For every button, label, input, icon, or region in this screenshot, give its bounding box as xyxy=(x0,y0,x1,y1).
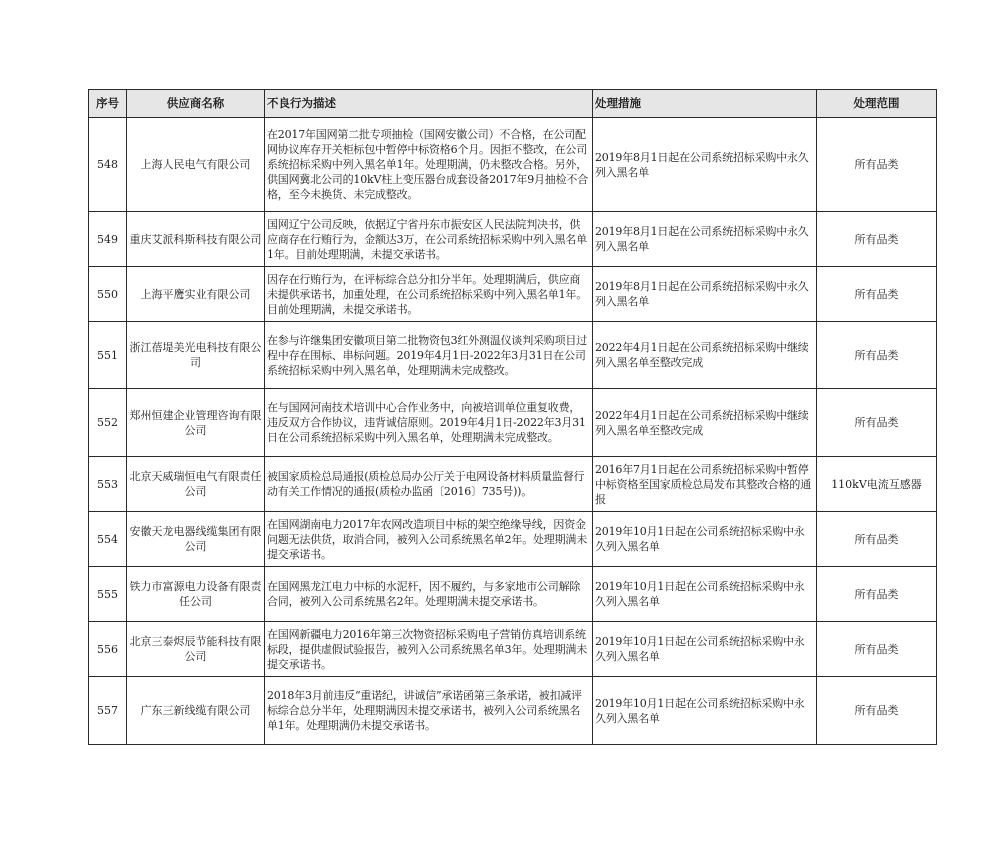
row-behavior: 被国家质检总局通报(质检总局办公厅关于电网设备材料质量监督行动有关工作情况的通报(质检办监函〔2016〕735号))。 xyxy=(265,457,593,512)
row-behavior: 在与国网河南技术培训中心合作业务中，向被培训单位重复收费，违反双方合作协议，违背诚信原则。2019年4月1日-2022年3月31日在公司系统招标采购中列入黑名单，处理期满未完成整改。 xyxy=(265,389,593,457)
header-behavior: 不良行为描述 xyxy=(265,90,593,118)
row-supplier: 重庆艾派科斯科技有限公司 xyxy=(127,212,265,267)
table-row xyxy=(89,457,937,512)
header-measure: 处理措施 xyxy=(593,90,817,118)
row-supplier: 上海人民电气有限公司 xyxy=(127,118,265,212)
row-behavior: 在国网湖南电力2017年农网改造项目中标的架空绝缘导线，因资金问题无法供货，取消合同，被列入公司系统黑名单2年。处理期满未提交承诺书。 xyxy=(265,512,593,567)
row-no: 549 xyxy=(89,212,127,267)
row-measure: 2019年8月1日起在公司系统招标采购中永久列入黑名单 xyxy=(593,118,817,212)
supplier-blacklist-table xyxy=(88,89,937,745)
row-behavior: 在2017年国网第二批专项抽检（国网安徽公司）不合格，在公司配网协议库存开关柜标包中暂停中标资格6个月。因拒不整改，在公司系统招标采购中列入黑名单1年。处理期满，仍未整改合格。另外，供国网冀北公司的10kV柱上变压器台成套设备2017年9月抽检不合格，至今未换货、未完成整改。 xyxy=(265,118,593,212)
header-no: 序号 xyxy=(89,90,127,118)
table-row xyxy=(89,567,937,622)
row-measure: 2019年10月1日起在公司系统招标采购中永久列入黑名单 xyxy=(593,567,817,622)
table-header-row xyxy=(89,90,937,118)
row-supplier: 浙江蓓堤美光电科技有限公司 xyxy=(127,322,265,389)
row-scope: 所有品类 xyxy=(817,322,937,389)
table-row xyxy=(89,322,937,389)
row-scope: 所有品类 xyxy=(817,622,937,677)
row-no: 551 xyxy=(89,322,127,389)
row-scope: 所有品类 xyxy=(817,389,937,457)
row-measure: 2016年7月1日起在公司系统招标采购中暂停中标资格至国家质检总局发布其整改合格的通报 xyxy=(593,457,817,512)
row-scope: 所有品类 xyxy=(817,677,937,745)
row-no: 550 xyxy=(89,267,127,322)
row-scope: 所有品类 xyxy=(817,118,937,212)
row-no: 552 xyxy=(89,389,127,457)
row-supplier: 北京三泰烬辰节能科技有限公司 xyxy=(127,622,265,677)
row-measure: 2022年4月1日起在公司系统招标采购中继续列入黑名单至整改完成 xyxy=(593,389,817,457)
row-measure: 2019年10月1日起在公司系统招标采购中永久列入黑名单 xyxy=(593,512,817,567)
row-scope: 所有品类 xyxy=(817,512,937,567)
row-supplier: 铁力市富源电力设备有限责任公司 xyxy=(127,567,265,622)
row-measure: 2019年10月1日起在公司系统招标采购中永久列入黑名单 xyxy=(593,622,817,677)
row-measure: 2019年8月1日起在公司系统招标采购中永久列入黑名单 xyxy=(593,212,817,267)
table-row xyxy=(89,622,937,677)
row-no: 555 xyxy=(89,567,127,622)
table-row xyxy=(89,212,937,267)
row-supplier: 安徽天龙电器线缆集团有限公司 xyxy=(127,512,265,567)
row-no: 553 xyxy=(89,457,127,512)
row-supplier: 广东三新线缆有限公司 xyxy=(127,677,265,745)
row-behavior: 在参与许继集团安徽项目第二批物资包3红外测温仪谈判采购项目过程中存在围标、串标问题。2019年4月1日-2022年3月31日在公司系统招标采购中列入黑名单，处理期满未完成整改。 xyxy=(265,322,593,389)
row-no: 548 xyxy=(89,118,127,212)
row-no: 557 xyxy=(89,677,127,745)
table-row xyxy=(89,512,937,567)
row-supplier: 郑州恒建企业管理咨询有限公司 xyxy=(127,389,265,457)
table-row xyxy=(89,389,937,457)
blacklist-table-container xyxy=(88,89,922,745)
table-row xyxy=(89,267,937,322)
row-behavior: 国网辽宁公司反映，依据辽宁省丹东市振安区人民法院判决书，供应商存在行贿行为，金额达3万，在公司系统招标采购中列入黑名单1年。目前处理期满，未提交承诺书。 xyxy=(265,212,593,267)
row-no: 556 xyxy=(89,622,127,677)
row-behavior: 在国网新疆电力2016年第三次物资招标采购电子营销仿真培训系统标段，提供虚假试验报告，被列入公司系统黑名单3年。处理期满未提交承诺书。 xyxy=(265,622,593,677)
row-behavior: 在国网黑龙江电力中标的水泥杆，因不履约，与多家地市公司解除合同，被列入公司系统黑名2年。处理期满未提交承诺书。 xyxy=(265,567,593,622)
row-scope: 110kV电流互感器 xyxy=(817,457,937,512)
row-supplier: 上海平鹰实业有限公司 xyxy=(127,267,265,322)
row-measure: 2019年10月1日起在公司系统招标采购中永久列入黑名单 xyxy=(593,677,817,745)
table-row xyxy=(89,677,937,745)
row-supplier: 北京天威瑞恒电气有限责任公司 xyxy=(127,457,265,512)
header-supplier: 供应商名称 xyxy=(127,90,265,118)
row-scope: 所有品类 xyxy=(817,212,937,267)
row-scope: 所有品类 xyxy=(817,267,937,322)
row-measure: 2019年8月1日起在公司系统招标采购中永久列入黑名单 xyxy=(593,267,817,322)
row-measure: 2022年4月1日起在公司系统招标采购中继续列入黑名单至整改完成 xyxy=(593,322,817,389)
row-scope: 所有品类 xyxy=(817,567,937,622)
row-behavior: 因存在行贿行为，在评标综合总分扣分半年。处理期满后，供应商未提供承诺书，加重处理，在公司系统招标采购中列入黑名单1年。目前处理期满，未提交承诺书。 xyxy=(265,267,593,322)
header-scope: 处理范围 xyxy=(817,90,937,118)
row-no: 554 xyxy=(89,512,127,567)
table-row xyxy=(89,118,937,212)
row-behavior: 2018年3月前违反“重诺纪，讲诚信”承诺函第三条承诺，被扣减评标综合总分半年，处理期满因未提交承诺书，被列入公司系统黑名单1年。处理期满仍未提交承诺书。 xyxy=(265,677,593,745)
